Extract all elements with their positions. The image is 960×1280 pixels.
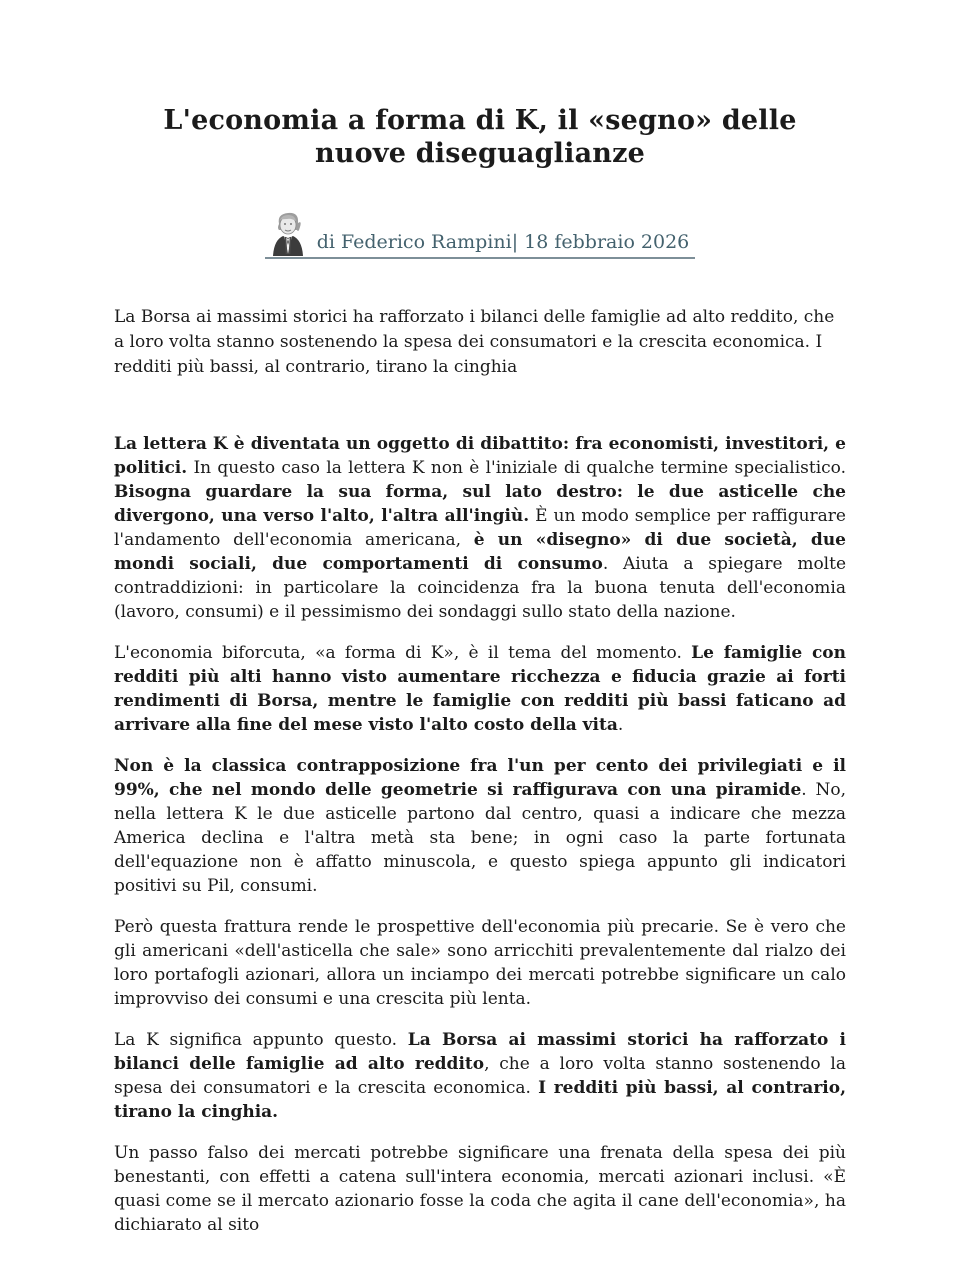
byline-row — [114, 210, 846, 259]
paragraph-text-run: , che a loro volta stanno sostenendo la spesa dei consumatori e la crescita economica. — [114, 1054, 847, 1098]
author-portrait-icon — [269, 210, 307, 256]
paragraph-bold-run: La Borsa ai massimi storici ha rafforzato i bilanci delle famiglie ad alto reddito — [114, 1030, 846, 1074]
paragraph-text-run: . — [617, 715, 624, 735]
paragraph-bold-run: La lettera K è diventata un oggetto di dibattito: fra economisti, investitori, e politici. — [114, 434, 846, 478]
byline-text: di Federico Rampini| 18 febbraio 2026 — [316, 231, 690, 253]
paragraph-text-run: Però questa frattura rende le prospettive dell'economia più precarie. Se è vero che gli americani «dell'asticella che sale» sono arricchiti prevalentemente dal rialzo dei loro portafogli azionari, allora un inciampo dei mercati potrebbe significare un calo improvviso dei consumi e una crescita più lenta. — [114, 917, 846, 1009]
paragraph-bold-run: Non è la classica contrapposizione fra l'un per cento dei privilegiati e il 99%, che nel mondo delle geometrie si raffigurava con una piramide — [114, 756, 846, 800]
article-paragraph — [114, 1141, 846, 1237]
article-paragraph — [114, 641, 846, 737]
paragraph-text-run: . No, nella lettera K le due asticelle partono dal centro, quasi a indicare che mezza America declina e l'altra metà sta bene; in ogni caso la parte fortunata dell'equazione non è affatto minuscola, e questo spiega appunto gli indicatori positivi su Pil, consumi. — [114, 780, 847, 896]
paragraph-bold-run: è un «disegno» di due società, due mondi sociali, due comportamenti di consumo — [114, 530, 846, 574]
byline-link[interactable] — [265, 210, 696, 259]
paragraph-bold-run: Bisogna guardare la sua forma, sul lato destro: le due asticelle che divergono, una verso l'alto, l'altra all'ingiù. — [114, 482, 846, 526]
article-body — [114, 432, 846, 1237]
article-paragraph — [114, 754, 846, 898]
article-standfirst: La Borsa ai massimi storici ha rafforzato i bilanci delle famiglie ad alto reddito, che a loro volta stanno sostenendo la spesa dei consumatori e la crescita economica. I redditi più bassi, al contrario, tirano la cinghia — [114, 307, 835, 377]
article-paragraph — [114, 915, 846, 1011]
article-content-column — [114, 0, 846, 1237]
paragraph-text-run: . Aiuta a spiegare molte contraddizioni: in particolare la coincidenza fra la buona tenuta dell'economia (lavoro, consumi) e il pessimismo dei sondaggi sullo stato della nazione. — [114, 554, 847, 622]
paragraph-text-run: Un passo falso dei mercati potrebbe significare una frenata della spesa dei più benestanti, con effetti a catena sull'intera economia, mercati azionari inclusi. «È quasi come se il mercato azionario fosse la coda che agita il cane dell'economia», ha dichiarato al sito — [114, 1143, 846, 1235]
paragraph-bold-run: I redditi più bassi, al contrario, tirano la cinghia. — [114, 1078, 846, 1122]
article-paragraph — [114, 432, 846, 624]
paragraph-text-run: In questo caso la lettera K non è l'iniziale di qualche termine specialistico. — [187, 458, 846, 478]
paragraph-text-run: È un modo semplice per raffigurare l'andamento dell'economia americana, — [114, 506, 846, 550]
paragraph-bold-run: Le famiglie con redditi più alti hanno visto aumentare ricchezza e fiducia grazie ai forti rendimenti di Borsa, mentre le famiglie con redditi più bassi faticano ad arrivare alla fine del mese visto l'alto costo della vita — [114, 643, 846, 735]
paragraph-text-run: La K significa appunto questo. — [114, 1030, 408, 1050]
paragraph-text-run: L'economia biforcuta, «a forma di K», è il tema del momento. — [114, 643, 692, 663]
article-paragraph — [114, 1028, 846, 1124]
article-title: L'economia a forma di K, il «segno» delle nuove diseguaglianze — [163, 105, 797, 169]
